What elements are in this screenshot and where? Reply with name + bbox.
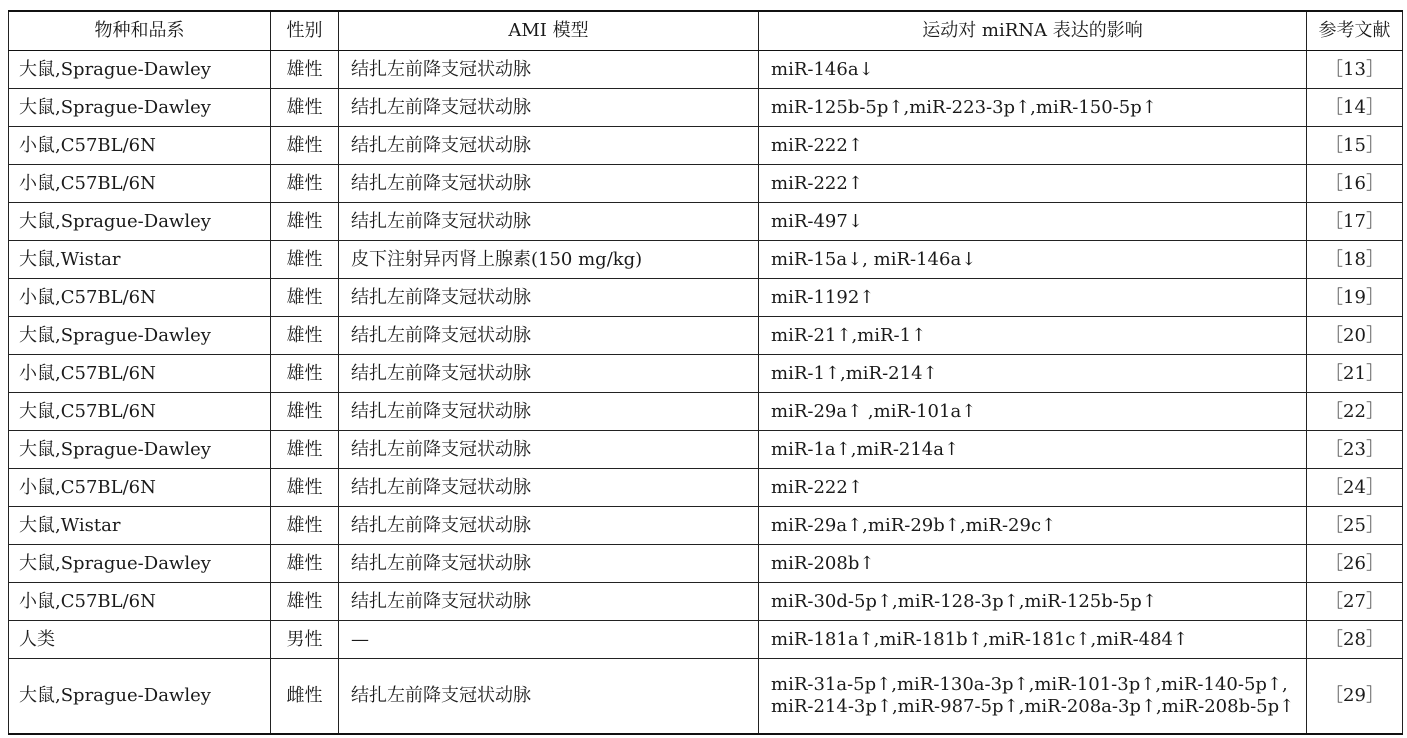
cell-reference: ［14］ bbox=[1307, 89, 1403, 127]
table-row bbox=[9, 127, 1403, 165]
cell-ami-model: 皮下注射异丙肾上腺素(150 mg/kg) bbox=[339, 241, 759, 279]
cell-species: 大鼠,Sprague-Dawley bbox=[9, 659, 271, 735]
cell-sex: 雄性 bbox=[271, 279, 339, 317]
cell-reference: ［21］ bbox=[1307, 355, 1403, 393]
cell-sex: 雄性 bbox=[271, 583, 339, 621]
cell-sex: 雄性 bbox=[271, 317, 339, 355]
header-mirna-effect: 运动对 miRNA 表达的影响 bbox=[759, 11, 1307, 51]
cell-species: 小鼠,C57BL/6N bbox=[9, 165, 271, 203]
cell-mirna-effect: miR-30d-5p↑,miR-128-3p↑,miR-125b-5p↑ bbox=[759, 583, 1307, 621]
cell-species: 人类 bbox=[9, 621, 271, 659]
cell-sex: 雌性 bbox=[271, 659, 339, 735]
cell-mirna-effect: miR-222↑ bbox=[759, 469, 1307, 507]
cell-reference: ［26］ bbox=[1307, 545, 1403, 583]
header-species: 物种和品系 bbox=[9, 11, 271, 51]
cell-mirna-effect: miR-208b↑ bbox=[759, 545, 1307, 583]
cell-species: 大鼠,Sprague-Dawley bbox=[9, 89, 271, 127]
cell-mirna-effect: miR-125b-5p↑,miR-223-3p↑,miR-150-5p↑ bbox=[759, 89, 1307, 127]
table-row bbox=[9, 355, 1403, 393]
cell-mirna-effect: miR-29a↑,miR-29b↑,miR-29c↑ bbox=[759, 507, 1307, 545]
cell-species: 大鼠,Sprague-Dawley bbox=[9, 317, 271, 355]
cell-mirna-effect: miR-222↑ bbox=[759, 165, 1307, 203]
cell-mirna-effect: miR-21↑,miR-1↑ bbox=[759, 317, 1307, 355]
cell-sex: 雄性 bbox=[271, 355, 339, 393]
cell-mirna-effect: miR-15a↓, miR-146a↓ bbox=[759, 241, 1307, 279]
cell-species: 大鼠,Sprague-Dawley bbox=[9, 431, 271, 469]
cell-reference: ［27］ bbox=[1307, 583, 1403, 621]
table-row bbox=[9, 393, 1403, 431]
table-row bbox=[9, 279, 1403, 317]
cell-ami-model: 结扎左前降支冠状动脉 bbox=[339, 545, 759, 583]
cell-reference: ［29］ bbox=[1307, 659, 1403, 735]
cell-mirna-effect: miR-29a↑ ,miR-101a↑ bbox=[759, 393, 1307, 431]
cell-reference: ［13］ bbox=[1307, 51, 1403, 89]
header-row bbox=[9, 11, 1403, 51]
table-row bbox=[9, 583, 1403, 621]
cell-ami-model: 结扎左前降支冠状动脉 bbox=[339, 355, 759, 393]
table-row bbox=[9, 317, 1403, 355]
table-row bbox=[9, 507, 1403, 545]
cell-species: 小鼠,C57BL/6N bbox=[9, 355, 271, 393]
cell-sex: 雄性 bbox=[271, 545, 339, 583]
table-row bbox=[9, 659, 1403, 735]
table-row bbox=[9, 431, 1403, 469]
table-row bbox=[9, 545, 1403, 583]
cell-ami-model: 结扎左前降支冠状动脉 bbox=[339, 165, 759, 203]
cell-ami-model: 结扎左前降支冠状动脉 bbox=[339, 127, 759, 165]
cell-species: 大鼠,Wistar bbox=[9, 507, 271, 545]
cell-ami-model: 结扎左前降支冠状动脉 bbox=[339, 89, 759, 127]
cell-species: 小鼠,C57BL/6N bbox=[9, 279, 271, 317]
cell-species: 大鼠,Sprague-Dawley bbox=[9, 545, 271, 583]
header-reference: 参考文献 bbox=[1307, 11, 1403, 51]
cell-ami-model: 结扎左前降支冠状动脉 bbox=[339, 507, 759, 545]
cell-ami-model: 结扎左前降支冠状动脉 bbox=[339, 317, 759, 355]
cell-reference: ［18］ bbox=[1307, 241, 1403, 279]
cell-ami-model: — bbox=[339, 621, 759, 659]
cell-ami-model: 结扎左前降支冠状动脉 bbox=[339, 431, 759, 469]
cell-reference: ［28］ bbox=[1307, 621, 1403, 659]
table-header bbox=[9, 11, 1403, 51]
cell-species: 小鼠,C57BL/6N bbox=[9, 127, 271, 165]
table-row bbox=[9, 89, 1403, 127]
cell-ami-model: 结扎左前降支冠状动脉 bbox=[339, 583, 759, 621]
table-row bbox=[9, 203, 1403, 241]
cell-ami-model: 结扎左前降支冠状动脉 bbox=[339, 203, 759, 241]
cell-reference: ［16］ bbox=[1307, 165, 1403, 203]
cell-reference: ［15］ bbox=[1307, 127, 1403, 165]
cell-sex: 雄性 bbox=[271, 89, 339, 127]
cell-mirna-effect: miR-31a-5p↑,miR-130a-3p↑,miR-101-3p↑,miR-140-5p↑, miR-214-3p↑,miR-987-5p↑,miR-208a-3p↑,miR-208b-5p↑ bbox=[759, 659, 1307, 735]
data-table-wrapper bbox=[8, 10, 1402, 735]
cell-mirna-effect: miR-1192↑ bbox=[759, 279, 1307, 317]
cell-reference: ［25］ bbox=[1307, 507, 1403, 545]
cell-sex: 雄性 bbox=[271, 431, 339, 469]
cell-sex: 雄性 bbox=[271, 507, 339, 545]
cell-mirna-effect: miR-497↓ bbox=[759, 203, 1307, 241]
cell-sex: 雄性 bbox=[271, 165, 339, 203]
cell-ami-model: 结扎左前降支冠状动脉 bbox=[339, 51, 759, 89]
cell-reference: ［17］ bbox=[1307, 203, 1403, 241]
cell-reference: ［19］ bbox=[1307, 279, 1403, 317]
cell-species: 大鼠,Sprague-Dawley bbox=[9, 203, 271, 241]
cell-species: 大鼠,Wistar bbox=[9, 241, 271, 279]
cell-sex: 雄性 bbox=[271, 393, 339, 431]
mirna-exercise-table bbox=[8, 10, 1403, 735]
table-row bbox=[9, 51, 1403, 89]
cell-sex: 雄性 bbox=[271, 203, 339, 241]
cell-species: 大鼠,Sprague-Dawley bbox=[9, 51, 271, 89]
cell-sex: 雄性 bbox=[271, 241, 339, 279]
header-ami-model: AMI 模型 bbox=[339, 11, 759, 51]
cell-mirna-effect: miR-1↑,miR-214↑ bbox=[759, 355, 1307, 393]
cell-mirna-effect: miR-1a↑,miR-214a↑ bbox=[759, 431, 1307, 469]
table-row bbox=[9, 621, 1403, 659]
cell-ami-model: 结扎左前降支冠状动脉 bbox=[339, 469, 759, 507]
cell-reference: ［23］ bbox=[1307, 431, 1403, 469]
cell-ami-model: 结扎左前降支冠状动脉 bbox=[339, 659, 759, 735]
cell-sex: 雄性 bbox=[271, 127, 339, 165]
header-sex: 性别 bbox=[271, 11, 339, 51]
cell-sex: 雄性 bbox=[271, 469, 339, 507]
cell-reference: ［24］ bbox=[1307, 469, 1403, 507]
cell-species: 小鼠,C57BL/6N bbox=[9, 583, 271, 621]
table-row bbox=[9, 165, 1403, 203]
cell-reference: ［20］ bbox=[1307, 317, 1403, 355]
cell-sex: 男性 bbox=[271, 621, 339, 659]
cell-ami-model: 结扎左前降支冠状动脉 bbox=[339, 393, 759, 431]
cell-mirna-effect: miR-146a↓ bbox=[759, 51, 1307, 89]
cell-reference: ［22］ bbox=[1307, 393, 1403, 431]
cell-ami-model: 结扎左前降支冠状动脉 bbox=[339, 279, 759, 317]
cell-species: 大鼠,C57BL/6N bbox=[9, 393, 271, 431]
cell-mirna-effect: miR-222↑ bbox=[759, 127, 1307, 165]
table-body bbox=[9, 51, 1403, 735]
cell-mirna-effect: miR-181a↑,miR-181b↑,miR-181c↑,miR-484↑ bbox=[759, 621, 1307, 659]
cell-species: 小鼠,C57BL/6N bbox=[9, 469, 271, 507]
table-row bbox=[9, 241, 1403, 279]
cell-sex: 雄性 bbox=[271, 51, 339, 89]
table-row bbox=[9, 469, 1403, 507]
